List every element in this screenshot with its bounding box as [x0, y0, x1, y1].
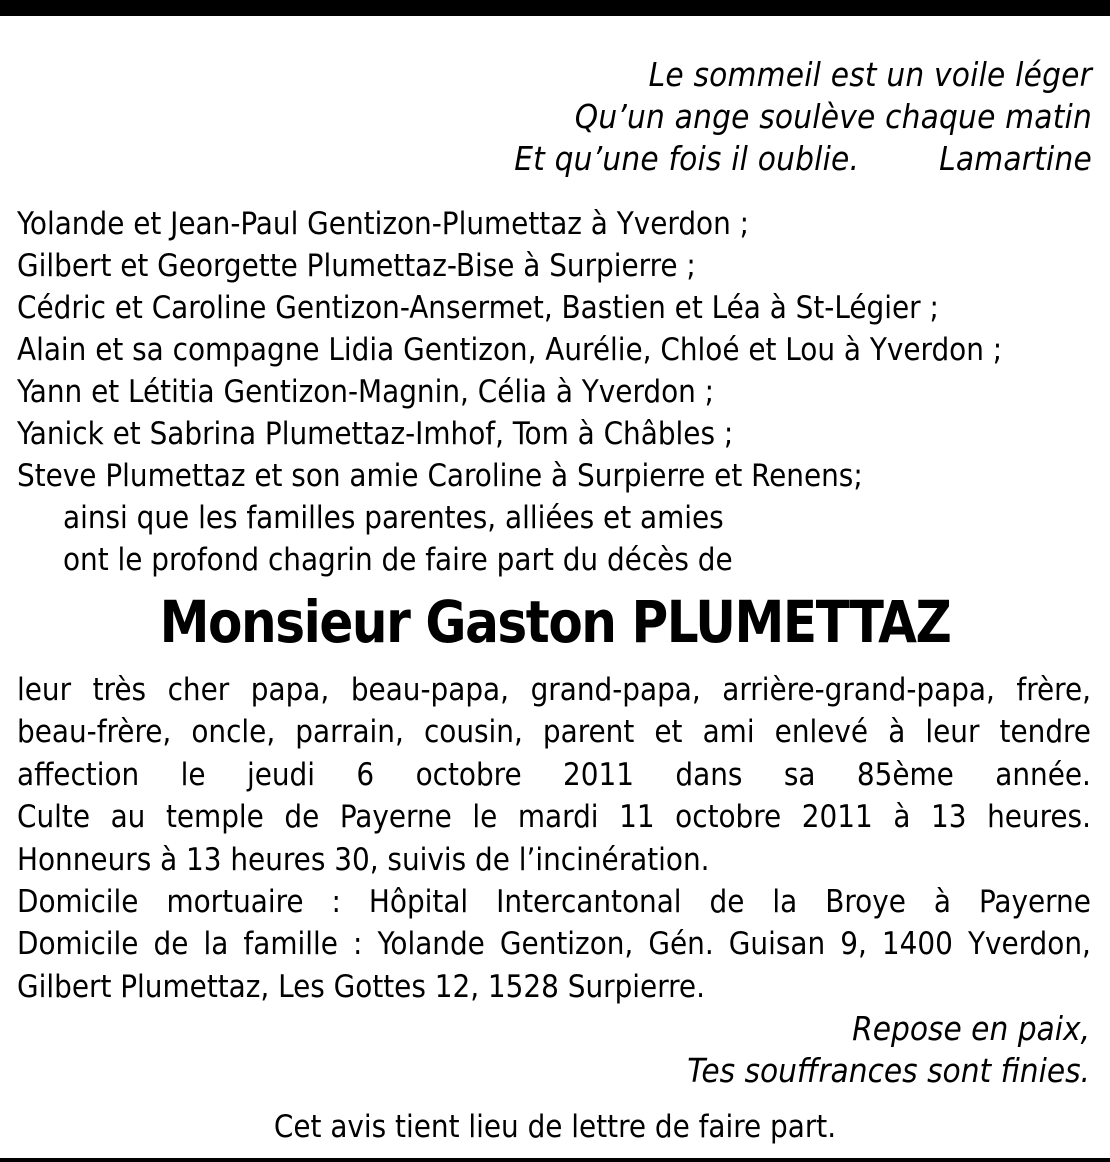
- body-line-3-text: [17, 754, 1091, 796]
- family-line-7: Steve Plumettaz et son amie Caroline à Surpierre et Renens;: [17, 458, 863, 494]
- word: cher: [167, 672, 230, 708]
- word: 85ème: [856, 756, 954, 793]
- epigraph-quote: [392, 54, 1092, 180]
- word: leur: [17, 672, 72, 708]
- word: la: [203, 926, 229, 963]
- word: Hôpital: [368, 883, 469, 920]
- word: cousin,: [423, 714, 523, 751]
- word: :: [331, 883, 341, 920]
- word: Payerne: [978, 883, 1091, 920]
- word: beau-frère,: [17, 714, 172, 751]
- footer-notice: Cet avis tient lieu de lettre de faire part.: [273, 1109, 837, 1145]
- word: arrière-grand-papa,: [722, 672, 995, 708]
- word: jeudi: [246, 756, 316, 793]
- body-line-3: [17, 754, 1091, 796]
- word: mardi: [517, 799, 599, 836]
- word: Domicile: [17, 883, 139, 920]
- body-line-4-text: [17, 796, 1091, 838]
- body-line-6: [17, 881, 1091, 923]
- body-line-7-text: [17, 923, 1091, 965]
- word: octobre: [415, 756, 522, 793]
- family-line-4: Alain et sa compagne Lidia Gentizon, Aurélie, Chloé et Lou à Yverdon ;: [17, 332, 1003, 368]
- word: parent: [542, 714, 635, 751]
- body-line-8: Gilbert Plumettaz, Les Gottes 12, 1528 Surpierre.: [17, 968, 705, 1005]
- announcement-line-1: ainsi que les familles parentes, alliées et amies: [63, 500, 724, 536]
- body-line-5: Honneurs à 13 heures 30, suivis de l’incinération.: [17, 841, 710, 878]
- word: 1400: [881, 926, 953, 963]
- word: enlevé: [774, 714, 869, 751]
- word: au: [110, 799, 146, 836]
- word: dans: [675, 756, 743, 793]
- body-line-1: [17, 669, 1091, 711]
- word: Domicile: [17, 926, 139, 963]
- quote-line-3: [392, 138, 1092, 180]
- word: Culte: [17, 799, 91, 836]
- word: et: [654, 714, 683, 751]
- body-line-4: [17, 796, 1091, 838]
- word: 2011: [563, 756, 634, 793]
- word: mortuaire: [166, 883, 304, 920]
- announcement-line-2: ont le profond chagrin de faire part du décès de: [63, 542, 733, 578]
- quote-author: Lamartine: [939, 139, 1092, 178]
- top-rule: [0, 0, 1110, 16]
- word: sa: [783, 756, 816, 793]
- word: parrain,: [295, 714, 404, 751]
- word: année.: [995, 756, 1091, 793]
- word: Gén.: [648, 926, 714, 963]
- word: ami: [702, 714, 755, 751]
- family-line-6: Yanick et Sabrina Plumettaz-Imhof, Tom à Châbles ;: [17, 416, 734, 452]
- family-line-1: Yolande et Jean-Paul Gentizon-Plumettaz à Yverdon ;: [17, 206, 750, 242]
- word: famille: [243, 926, 338, 963]
- word: 11: [619, 799, 655, 836]
- word: Yverdon,: [967, 926, 1091, 963]
- quote-line-3-text: Et qu’une fois il oublie.: [514, 139, 860, 178]
- closing-words: [490, 1008, 1090, 1092]
- word: à: [893, 799, 911, 836]
- word: grand-papa,: [530, 672, 701, 708]
- word: très: [92, 672, 147, 708]
- word: papa,: [250, 672, 330, 708]
- closing-line-1: Repose en paix,: [852, 1009, 1090, 1048]
- word: à: [933, 883, 951, 920]
- body-line-2: [17, 711, 1091, 753]
- body-line-2-text: [17, 711, 1091, 753]
- word: la: [772, 883, 798, 920]
- word: le: [472, 799, 498, 836]
- quote-line-1: Le sommeil est un voile léger: [648, 55, 1092, 94]
- word: leur: [925, 714, 980, 751]
- word: le: [180, 756, 206, 793]
- word: de: [284, 799, 320, 836]
- body-line-1-text: [17, 669, 1091, 711]
- word: frère,: [1016, 672, 1091, 708]
- family-line-5: Yann et Létitia Gentizon-Magnin, Célia à Yverdon ;: [17, 374, 715, 410]
- word: Gentizon,: [499, 926, 634, 963]
- word: Payerne: [339, 799, 452, 836]
- word: oncle,: [191, 714, 276, 751]
- word: Broye: [825, 883, 906, 920]
- word: 9,: [840, 926, 867, 963]
- family-list: [17, 203, 1097, 581]
- body-line-6-text: [17, 881, 1091, 923]
- word: beau-papa,: [350, 672, 509, 708]
- word: Yolande: [377, 926, 485, 963]
- word: 13: [931, 799, 967, 836]
- bottom-rule: [0, 1158, 1110, 1162]
- word: affection: [17, 756, 140, 793]
- word: heures.: [987, 799, 1091, 836]
- word: à: [888, 714, 906, 751]
- word: Guisan: [728, 926, 826, 963]
- word: tendre: [999, 714, 1091, 751]
- word: de: [709, 883, 745, 920]
- obituary-body: [17, 669, 1091, 1008]
- word: octobre: [675, 799, 782, 836]
- word: 6: [356, 756, 375, 793]
- quote-line-2: Qu’un ange soulève chaque matin: [574, 97, 1092, 136]
- body-line-7: [17, 923, 1091, 965]
- word: temple: [165, 799, 264, 836]
- family-line-3: Cédric et Caroline Gentizon-Ansermet, Bastien et Léa à St-Légier ;: [17, 290, 939, 326]
- deceased-name: Monsieur Gaston PLUMETTAZ: [159, 588, 951, 656]
- family-line-2: Gilbert et Georgette Plumettaz-Bise à Surpierre ;: [17, 248, 696, 284]
- closing-line-2: Tes souffrances sont finies.: [687, 1051, 1090, 1090]
- word: 2011: [801, 799, 873, 836]
- word: Intercantonal: [496, 883, 682, 920]
- word: :: [352, 926, 363, 963]
- word: de: [153, 926, 189, 963]
